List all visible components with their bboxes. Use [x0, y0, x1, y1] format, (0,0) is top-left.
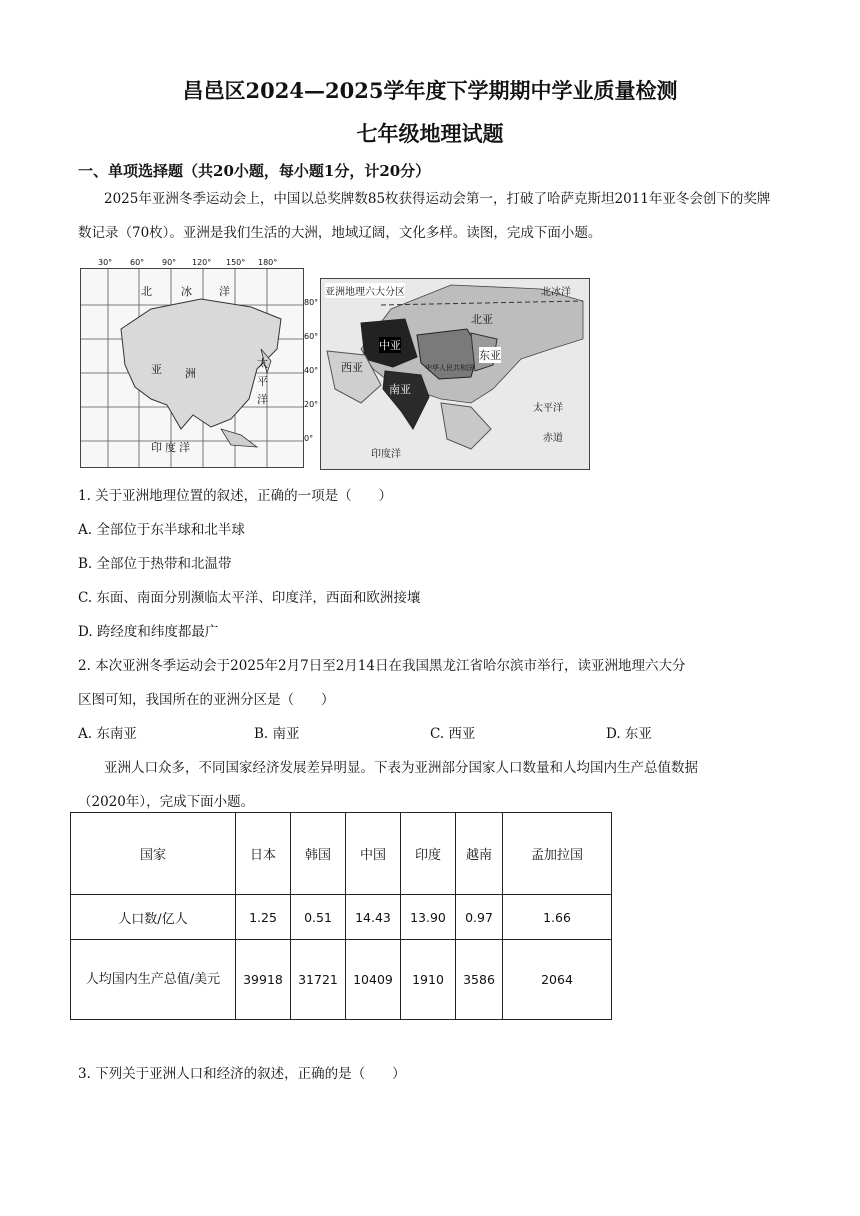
- table-cell: 39918: [236, 940, 291, 1020]
- q1-option-a: A. 全部位于东半球和北半球: [78, 522, 245, 538]
- region-label-central-asia: 中亚: [379, 339, 401, 352]
- intro-paragraph-2-line1: 亚洲人口众多，不同国家经济发展差异明显。下表为亚洲部分国家人口数量和人均国内生产总值数据: [104, 760, 698, 776]
- table-cell: 13.90: [401, 895, 456, 940]
- region-label-indian-ocean: 印度洋: [371, 449, 401, 460]
- region-label-arctic: 北冰洋: [541, 287, 571, 298]
- tick-60n: 60°: [304, 332, 319, 341]
- tick-180: 180°: [258, 258, 278, 267]
- q1-option-d: D. 跨经度和纬度都最广: [78, 624, 219, 640]
- region-label-china: 中华人民共和国: [425, 364, 474, 372]
- table-cell: 1.25: [236, 895, 291, 940]
- tick-30: 30°: [98, 258, 113, 267]
- q2-option-c: C. 西亚: [430, 726, 476, 742]
- table-row: [71, 895, 612, 940]
- table-header-cell: 印度: [401, 813, 456, 895]
- map-label-bing: 冰: [181, 285, 192, 298]
- exam-subtitle: 七年级地理试题: [356, 121, 504, 146]
- table-cell: 人口数/亿人: [71, 895, 236, 940]
- table-cell: 10409: [346, 940, 401, 1020]
- table-header-cell: 国家: [71, 813, 236, 895]
- table-cell: 0.51: [291, 895, 346, 940]
- table-cell: 人均国内生产总值/美元: [71, 940, 236, 1020]
- exam-title: 昌邑区2024—2025学年度下学期期中学业质量检测: [182, 78, 678, 103]
- map-label-ping: 平: [257, 375, 268, 388]
- region-label-equator: 赤道: [543, 433, 563, 444]
- question-1-stem: 1. 关于亚洲地理位置的叙述，正确的一项是（ ）: [78, 488, 393, 504]
- population-gdp-table: [70, 812, 612, 1020]
- intro-paragraph-1: 2025年亚洲冬季运动会上，中国以总奖牌数85枚获得运动会第一，打破了哈萨克斯坦2011年亚冬会创下的奖牌数记录（70枚）。亚洲是我们生活的大洲，地域辽阔，文化多样。读图，完成下面小题。: [78, 191, 771, 241]
- region-label-pacific: 太平洋: [533, 403, 563, 414]
- map-label-tai: 太: [257, 357, 268, 370]
- map-label-yang2: 洋: [257, 393, 268, 406]
- tick-40n: 40°: [304, 366, 319, 375]
- question-2-stem-line2: 区图可知，我国所在的亚洲分区是（ ）: [78, 692, 335, 708]
- map-label-yang: 洋: [219, 285, 230, 298]
- region-label-south-asia: 南亚: [389, 383, 411, 396]
- map-label-zhou: 洲: [185, 367, 196, 380]
- question-3-stem: 3. 下列关于亚洲人口和经济的叙述，正确的是（ ）: [78, 1066, 406, 1082]
- table-cell: 0.97: [456, 895, 503, 940]
- q1-option-b: B. 全部位于热带和北温带: [78, 556, 232, 572]
- map-label-yang3: 洋: [179, 441, 190, 454]
- map-label-bei: 北: [141, 285, 152, 298]
- tick-80n: 80°: [304, 298, 319, 307]
- q1-option-c: C. 东面、南面分别濒临太平洋、印度洋，西面和欧洲接壤: [78, 590, 421, 606]
- region-label-north-asia: 北亚: [471, 313, 493, 326]
- map-label-du: 度: [165, 441, 176, 454]
- intro-paragraph-2-line2: （2020年），完成下面小题。: [78, 794, 255, 810]
- region-label-west-asia: 西亚: [341, 361, 363, 374]
- tick-150: 150°: [226, 258, 246, 267]
- table-header-cell: 日本: [236, 813, 291, 895]
- section-heading: 一、单项选择题（共20小题，每小题1分，计20分）: [78, 162, 431, 180]
- tick-0: 0°: [304, 434, 314, 443]
- q2-option-a: A. 东南亚: [78, 726, 137, 742]
- tick-60: 60°: [130, 258, 145, 267]
- table-cell: 2064: [503, 940, 612, 1020]
- table-header-cell: 中国: [346, 813, 401, 895]
- table-cell: 3586: [456, 940, 503, 1020]
- table-cell: 1.66: [503, 895, 612, 940]
- table-header-cell: 孟加拉国: [503, 813, 612, 895]
- asia-grid-map: [80, 268, 304, 468]
- asia-regions-map: [320, 278, 590, 470]
- q2-option-d: D. 东亚: [606, 726, 652, 742]
- table-header-row: [71, 813, 612, 895]
- table-header-cell: 越南: [456, 813, 503, 895]
- table-header-cell: 韩国: [291, 813, 346, 895]
- tick-120: 120°: [192, 258, 212, 267]
- question-2-stem-line1: 2. 本次亚洲冬季运动会于2025年2月7日至2月14日在我国黑龙江省哈尔滨市举行，读亚洲地理六大分: [78, 658, 686, 674]
- map-label-yin: 印: [151, 441, 162, 454]
- table-cell: 31721: [291, 940, 346, 1020]
- tick-20n: 20°: [304, 400, 319, 409]
- map-label-ya: 亚: [151, 363, 162, 376]
- table-cell: 14.43: [346, 895, 401, 940]
- table-row: [71, 940, 612, 1020]
- tick-90: 90°: [162, 258, 177, 267]
- q2-option-b: B. 南亚: [254, 726, 300, 742]
- region-label-east-asia: 东亚: [479, 349, 501, 362]
- table-cell: 1910: [401, 940, 456, 1020]
- regions-legend: 亚洲地理六大分区: [325, 283, 405, 298]
